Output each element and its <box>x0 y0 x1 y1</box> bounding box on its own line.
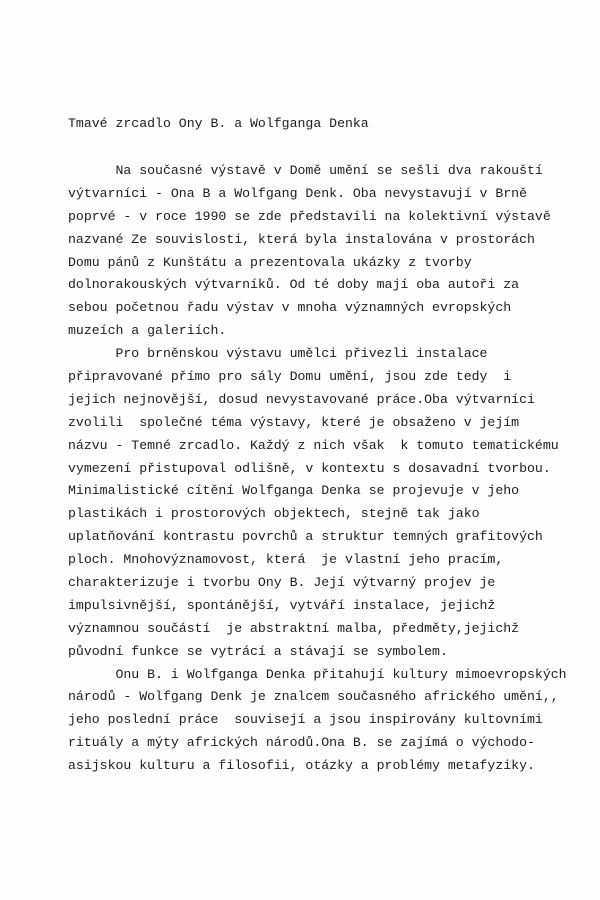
paragraph <box>68 343 588 663</box>
text-line: Minimalistické cítění Wolfganga Denka se projevuje v jeho <box>68 483 520 499</box>
document-body <box>68 160 588 778</box>
text-line: uplatňování kontrastu povrchů a struktur temných grafitových <box>68 529 543 545</box>
paragraph <box>68 160 588 343</box>
text-line: jejich nejnovější, dosud nevystavované práce.Oba výtvarníci <box>68 391 535 407</box>
text-line: vymezení přistupoval odlišně, v kontextu s dosavadní tvorbou. <box>68 460 551 476</box>
text-line: původní funkce se vytrácí a stávají se symbolem. <box>68 643 448 659</box>
text-line: výtvarníci - Ona B a Wolfgang Denk. Oba nevystavují v Brně <box>68 185 527 201</box>
text-line: Onu B. i Wolfganga Denka přitahují kultury mimoevropských <box>68 666 567 682</box>
text-line: rituály a mýty afrických národů.Ona B. se zajímá o východo- <box>68 735 535 751</box>
text-line: Pro brněnskou výstavu umělci přivezli instalace <box>68 346 488 362</box>
text-line: národů - Wolfgang Denk je znalcem současného afrického umění,, <box>68 689 559 705</box>
paragraph <box>68 664 588 778</box>
text-line: názvu - Temné zrcadlo. Každý z nich však k tomuto tematickému <box>68 437 559 453</box>
text-line: poprvé - v roce 1990 se zde představili na kolektivní výstavě <box>68 208 551 224</box>
text-line: jeho poslední práce souvisejí a jsou inspirovány kultovními <box>68 712 543 728</box>
text-line: Na současné výstavě v Domě umění se sešli dva rakouští <box>68 163 543 178</box>
text-line: plastikách i prostorových objektech, stejně tak jako <box>68 506 480 522</box>
text-line: muzeích a galeriích. <box>68 323 227 339</box>
text-line: dolnorakouských výtvarníků. Od té doby mají oba autoři za <box>68 277 520 293</box>
text-line: impulsivnější, spontánější, vytváří instalace, jejichž <box>68 597 496 613</box>
text-line: významnou součástí je abstraktní malba, předměty,jejichž <box>68 620 520 636</box>
text-line: charakterizuje i tvorbu Ony B. Její výtvarný projev je <box>68 575 496 591</box>
text-line: sebou početnou řadu výstav v mnoha významných evropských <box>68 300 512 316</box>
text-line: asijskou kulturu a filosofii, otázky a problémy metafyziky. <box>68 758 535 774</box>
text-line: připravované přímo pro sály Domu umění, jsou zde tedy i <box>68 369 512 385</box>
text-line: Domu pánů z Kunštátu a prezentovala ukázky z tvorby <box>68 254 472 270</box>
text-line: zvolili společné téma výstavy, které je obsaženo v jejím <box>68 414 520 430</box>
text-line: ploch. Mnohovýznamovost, která je vlastní jeho pracím, <box>68 552 504 568</box>
text-line: nazvané Ze souvislosti, která byla instalována v prostorách <box>68 231 535 247</box>
document-title: Tmavé zrcadlo Ony B. a Wolfganga Denka <box>68 116 369 131</box>
